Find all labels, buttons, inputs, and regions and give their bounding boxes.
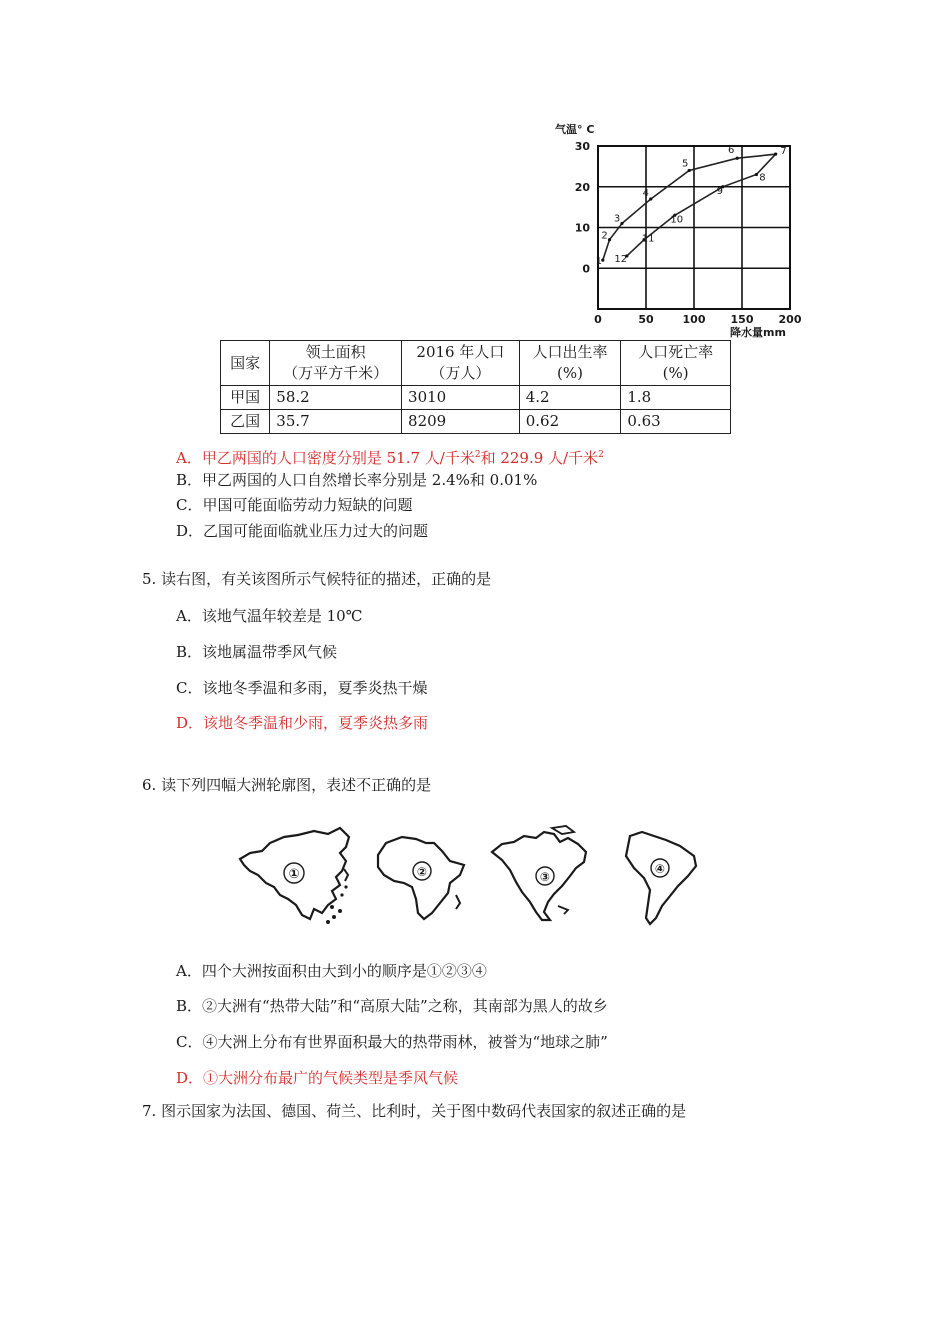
header-area: 领土面积 （万平方千米）	[270, 341, 402, 386]
north-america-outline	[488, 824, 600, 926]
table-cell: 35.7	[270, 410, 402, 434]
data-point	[736, 157, 739, 160]
q5-option-a: A．该地气温年较差是 10℃	[176, 607, 363, 625]
y-tick-label: 20	[574, 180, 590, 194]
x-tick-label: 0	[594, 313, 602, 326]
q6-option-a: A．四个大洲按面积由大到小的顺序是①②③④	[176, 962, 487, 980]
data-point	[620, 222, 623, 225]
point-month-label: 6	[728, 145, 735, 157]
table-row	[221, 410, 731, 434]
x-tick-label: 50	[638, 313, 654, 326]
chart-ylabel: 气温° C	[555, 123, 595, 136]
point-month-label: 5	[682, 158, 689, 170]
q4-option-a: A．甲乙两国的人口密度分别是 51.7 人/千米$^2$和 229.9 人/千米$^2$	[176, 449, 604, 467]
q5-option-b: B．该地属温带季风气候	[176, 643, 338, 661]
data-point	[649, 197, 652, 200]
point-month-label: 10	[670, 214, 684, 226]
q4-option-b: B．甲乙两国的人口自然增长率分别是 2.4%和 0.01%	[176, 471, 538, 489]
table-cell: 3010	[402, 386, 520, 410]
header-death-rate: 人口死亡率 (%)	[621, 341, 731, 386]
south-america-outline	[620, 828, 702, 928]
data-point	[608, 238, 611, 241]
table-cell: 乙国	[221, 410, 270, 434]
data-point	[774, 153, 777, 156]
point-month-label: 2	[601, 230, 608, 242]
y-tick-label: 10	[574, 221, 590, 235]
point-month-label: 4	[642, 187, 649, 199]
x-tick-label: 100	[682, 313, 706, 326]
climate-chart	[550, 115, 810, 340]
x-tick-label: 200	[778, 313, 802, 326]
header-birth-rate: 人口出生率 (%)	[519, 341, 621, 386]
point-month-label: 11	[641, 233, 655, 245]
continent-label: ②	[416, 865, 428, 879]
continent-label: ①	[288, 867, 300, 882]
q6-stem: 6. 读下列四幅大洲轮廓图，表述不正确的是	[142, 776, 432, 794]
table-row	[221, 386, 731, 410]
q5-option-d: D．该地冬季温和少雨，夏季炎热多雨	[176, 714, 429, 732]
q6-option-c: C．④大洲上分布有世界面积最大的热带雨林，被誉为“地球之肺”	[176, 1033, 608, 1051]
q6-option-d: D．①大洲分布最广的气候类型是季风气候	[176, 1069, 459, 1087]
y-tick-label: 0	[582, 262, 590, 276]
table-cell: 0.62	[519, 410, 621, 434]
table-cell: 8209	[402, 410, 520, 434]
table-cell: 4.2	[519, 386, 621, 410]
header-country: 国家	[221, 341, 270, 386]
continent-label: ④	[654, 862, 666, 876]
population-table	[220, 340, 731, 434]
q5-option-c: C．该地冬季温和多雨，夏季炎热干燥	[176, 679, 428, 697]
table-cell: 甲国	[221, 386, 270, 410]
point-month-label: 8	[759, 172, 766, 184]
point-month-label: 9	[716, 185, 723, 197]
table-cell: 0.63	[621, 410, 731, 434]
asia-outline	[236, 825, 361, 930]
africa-outline	[372, 833, 472, 923]
q4-option-c: C．甲国可能面临劳动力短缺的问题	[176, 496, 413, 514]
q5-stem: 5. 读右图，有关该图所示气候特征的描述，正确的是	[142, 570, 492, 588]
point-month-label: 1	[595, 256, 602, 268]
data-point	[755, 173, 758, 176]
point-month-label: 7	[780, 146, 787, 158]
point-month-label: 3	[613, 213, 621, 225]
header-population: 2016 年人口 （万人）	[402, 341, 520, 386]
y-tick-label: 30	[574, 140, 590, 153]
x-tick-label: 150	[730, 313, 754, 326]
point-month-label: 12	[614, 254, 628, 266]
table-cell: 58.2	[270, 386, 402, 410]
table-cell: 1.8	[621, 386, 731, 410]
q6-option-b: B．②大洲有“热带大陆”和“高原大陆”之称，其南部为黑人的故乡	[176, 997, 608, 1015]
chart-xlabel: 降水量mm	[730, 326, 786, 339]
q4-option-d: D．乙国可能面临就业压力过大的问题	[176, 522, 429, 540]
table-header-row	[221, 341, 731, 386]
q7-stem: 7. 图示国家为法国、德国、荷兰、比利时，关于图中数码代表国家的叙述正确的是	[142, 1102, 687, 1120]
continent-label: ③	[539, 870, 551, 884]
